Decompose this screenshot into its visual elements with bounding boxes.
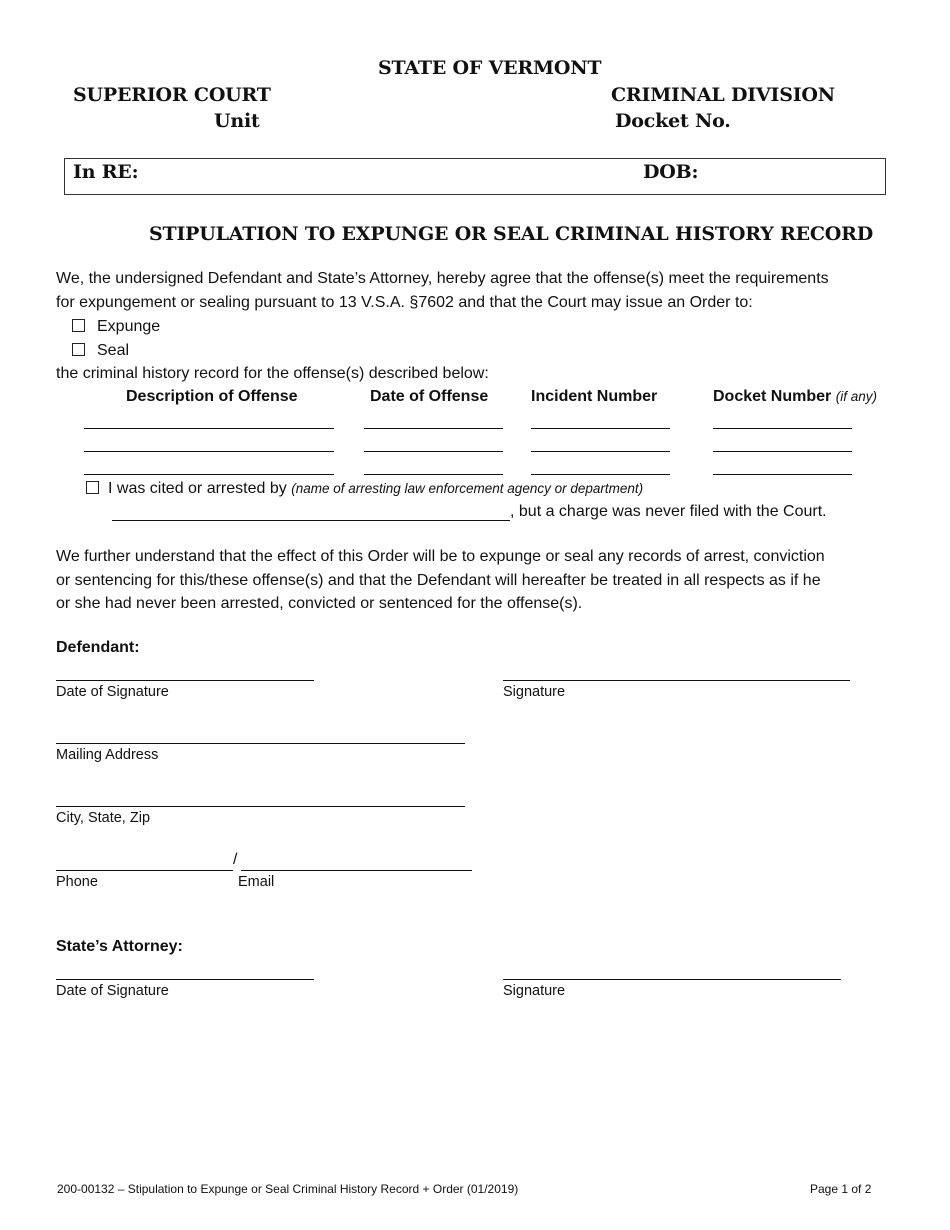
- mailing-address-label: Mailing Address: [56, 747, 159, 763]
- header-docket-label: Docket Number: [713, 388, 832, 405]
- date-field[interactable]: [364, 428, 503, 429]
- effect-line-2: or sentencing for this/these offense(s) and that the Defendant will hereafter be treated in all respects as if he: [56, 572, 821, 589]
- description-field[interactable]: [84, 451, 334, 452]
- docket-field[interactable]: [713, 428, 852, 429]
- defendant-signature-field[interactable]: [503, 680, 850, 681]
- header-docket-note: (if any): [835, 389, 877, 404]
- defendant-heading: Defendant:: [56, 639, 140, 656]
- attorney-heading: State’s Attorney:: [56, 938, 183, 955]
- agency-field[interactable]: [112, 520, 510, 521]
- unit-label: Unit: [214, 110, 260, 132]
- cited-checkbox[interactable]: [86, 481, 99, 494]
- date-field[interactable]: [364, 474, 503, 475]
- expunge-label: Expunge: [97, 318, 161, 335]
- docket-label: Docket No.: [615, 110, 731, 132]
- attorney-signature-field[interactable]: [503, 979, 841, 980]
- attorney-date-field[interactable]: [56, 979, 314, 980]
- incident-field[interactable]: [531, 474, 670, 475]
- expunge-option[interactable]: [72, 318, 160, 336]
- effect-line-3: or she had never been arrested, convicted or sentenced for the offense(s).: [56, 595, 583, 612]
- header-docket: [713, 388, 877, 406]
- court-name: SUPERIOR COURT: [73, 84, 271, 106]
- header-description: Description of Offense: [126, 388, 298, 405]
- incident-field[interactable]: [531, 451, 670, 452]
- effect-line-1: We further understand that the effect of this Order will be to expunge or seal any records of arrest, conviction: [56, 548, 825, 565]
- header-date: Date of Offense: [370, 388, 489, 405]
- intro-line-1: We, the undersigned Defendant and State’s Attorney, hereby agree that the offense(s) meet the requirements: [56, 270, 829, 287]
- phone-label: Phone: [56, 874, 98, 890]
- incident-field[interactable]: [531, 428, 670, 429]
- city-state-zip-field[interactable]: [56, 806, 465, 807]
- docket-field[interactable]: [713, 474, 852, 475]
- record-intro: the criminal history record for the offense(s) described below:: [56, 365, 489, 382]
- attorney-date-label: Date of Signature: [56, 983, 169, 999]
- description-field[interactable]: [84, 474, 334, 475]
- seal-checkbox[interactable]: [72, 343, 85, 356]
- page-number: Page 1 of 2: [810, 1182, 872, 1196]
- seal-option[interactable]: [72, 342, 129, 360]
- cited-note: (name of arresting law enforcement agency or department): [291, 481, 644, 496]
- dob-label: DOB:: [643, 161, 699, 183]
- phone-field[interactable]: [56, 870, 233, 871]
- inre-label: In RE:: [73, 161, 139, 183]
- cited-option[interactable]: [86, 480, 643, 498]
- description-field[interactable]: [84, 428, 334, 429]
- state-heading: STATE OF VERMONT: [378, 57, 602, 79]
- email-field[interactable]: [241, 870, 472, 871]
- cited-label: I was cited or arrested by: [108, 480, 287, 497]
- form-id: 200-00132 – Stipulation to Expunge or Seal Criminal History Record + Order (01/2019): [57, 1182, 519, 1196]
- seal-label: Seal: [97, 342, 130, 359]
- division-name: CRIMINAL DIVISION: [611, 84, 835, 106]
- intro-line-2: for expungement or sealing pursuant to 13 V.S.A. §7602 and that the Court may issue an Order to:: [56, 294, 753, 311]
- expunge-checkbox[interactable]: [72, 319, 85, 332]
- email-label: Email: [238, 874, 275, 890]
- phone-email-separator: /: [233, 851, 238, 868]
- defendant-date-field[interactable]: [56, 680, 314, 681]
- docket-field[interactable]: [713, 451, 852, 452]
- inre-box[interactable]: [64, 158, 886, 195]
- defendant-signature-label: Signature: [503, 684, 566, 700]
- attorney-signature-label: Signature: [503, 983, 566, 999]
- header-incident: Incident Number: [531, 388, 658, 405]
- city-state-zip-label: City, State, Zip: [56, 810, 151, 826]
- mailing-address-field[interactable]: [56, 743, 465, 744]
- document-title: STIPULATION TO EXPUNGE OR SEAL CRIMINAL HISTORY RECORD: [149, 223, 874, 245]
- defendant-date-label: Date of Signature: [56, 684, 169, 700]
- cited-suffix: , but a charge was never filed with the Court.: [510, 503, 827, 520]
- date-field[interactable]: [364, 451, 503, 452]
